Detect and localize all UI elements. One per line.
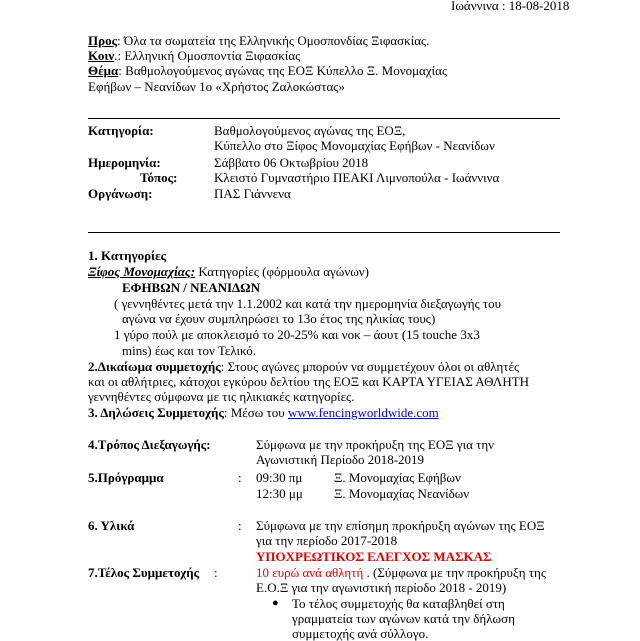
memo-subject-value: : Βαθμολογούμενος αγώνας της ΕΟΞ Κύπελλο Ξ. Μονομαχίας [118, 63, 448, 78]
section1-eligibility2: αγώνα να έχουν συμπληρώσει το 13ο έτος της ηλικίας τους) [122, 311, 436, 326]
section3-text: : Μέσω του [223, 405, 288, 420]
schedule-event-1: Ξ. Μονομαχίας Εφήβων [334, 470, 461, 485]
letter-date: Ιωάννινα : 18-08-2018 [451, 0, 570, 13]
info-org-label: Οργάνωση: [88, 186, 153, 201]
info-category-line2: Κύπελλο στο Ξίφος Μονομαχίας Εφήβων - Νεανίδων [214, 138, 495, 153]
fencingworldwide-link[interactable]: www.fencingworldwide.com [287, 405, 439, 420]
section7-bullet1: Το τέλος συμμετοχής θα καταβληθεί στη [292, 596, 505, 611]
section1-group: ΕΦΗΒΩΝ / ΝΕΑΝΙΔΩΝ [122, 280, 260, 295]
memo-subject-label: Θέμα [88, 63, 119, 78]
section1-weapon [88, 264, 369, 279]
section2-line1 [88, 359, 519, 374]
section1-format2: mins) έως και τον Τελικό. [122, 343, 257, 358]
bullet-dot-icon: ● [272, 597, 279, 609]
info-place-value: Κλειστό Γυμναστήριο ΠΕΑΚΙ Λιμνοπούλα - Ιωάννινα [214, 170, 500, 185]
section7-bullet2: γραμματεία των αγώνων κατά την δήλωση [292, 611, 515, 626]
section3-title: 3. Δηλώσεις Συμμετοχής [88, 405, 224, 420]
section6-title: 6. Υλικά [88, 518, 135, 533]
section7-fee-note2: Ε.Ο.Ξ για την αγωνιστική περίοδο 2018 - 2019) [256, 580, 507, 595]
section2-text3: γεννηθέντες σύμφωνα με τις ηλικιακές κατηγορίες. [88, 389, 355, 404]
divider-bottom [88, 232, 560, 233]
section1-weapon-text: Κατηγορίες (φόρμουλα αγώνων) [195, 264, 369, 279]
memo-subject-line2: Εφήβων – Νεανίδων 1ο «Χρήστος Ζαλοκώστας» [88, 79, 345, 94]
section4-text2: Αγωνιστική Περίοδο 2018-2019 [256, 452, 425, 467]
section5-colon: : [238, 470, 242, 485]
section7-colon: : [214, 565, 218, 580]
section1-eligibility1: ( γεννηθέντες μετά την 1.1.2002 και κατά την ημερομηνία διεξαγωγής του [114, 296, 502, 311]
memo-to-label: Προς [88, 33, 118, 48]
section7-bullet3: συμμετοχής ανά σύλλογο. [292, 626, 429, 641]
section1-title: 1. Κατηγορίες [88, 248, 167, 263]
section7-fee-note1: . (Σύμφωνα με την προκήρυξη της [363, 565, 546, 580]
info-date-value: Σάββατο 06 Οκτωβρίου 2018 [214, 155, 369, 170]
memo-cc-label: Κοιν [88, 48, 115, 63]
section7-fee-line [256, 565, 546, 580]
section7-title: 7.Τέλος Συμμετοχής [88, 565, 200, 580]
mask-check-warning: ΥΠΟΧΡΕΩΤΙΚΟΣ ΕΛΕΓΧΟΣ ΜΑΣΚΑΣ [256, 549, 492, 564]
section2-text1: : Στους αγώνες μπορούν να συμμετέχουν όλοι οι αθλητές [220, 359, 520, 374]
section2-title: 2.Δικαίωμα συμμετοχής [88, 359, 221, 374]
info-category-line1: Βαθμολογούμενος αγώνας της ΕΟΞ, [214, 123, 406, 138]
section3-line [88, 405, 439, 420]
section4-title: 4.Τρόπος Διεξαγωγής: [88, 437, 211, 452]
section6-colon: : [238, 518, 242, 533]
info-place-label: Τόπος: [140, 170, 178, 185]
schedule-time-2: 12:30 μμ [256, 486, 303, 501]
schedule-time-1: 09:30 πμ [256, 470, 303, 485]
section1-format1: 1 γύρο πούλ με αποκλεισμό το 20-25% και νοκ – άουτ (15 touche 3x3 [114, 327, 480, 342]
schedule-event-2: Ξ. Μονομαχίας Νεανίδων [334, 486, 470, 501]
memo-to [88, 33, 429, 48]
info-category-label: Κατηγορία: [88, 123, 154, 138]
divider-top [88, 118, 560, 119]
memo-cc [88, 48, 300, 63]
info-date-label: Ημερομηνία: [88, 155, 161, 170]
memo-to-value: : Όλα τα σωματεία της Ελληνικής Ομοσπονδίας Ξιφασκίας. [117, 33, 430, 48]
section6-text2: για την περίοδο 2017-2018 [256, 533, 398, 548]
section6-text1: Σύμφωνα με την επίσημη προκήρυξη αγώνων της ΕΟΞ [256, 518, 545, 533]
memo-subject [88, 63, 447, 78]
section4-text1: Σύμφωνα με την προκήρυξη της ΕΟΞ για την [256, 437, 495, 452]
section2-text2: και οι αθλήτριες, κάτοχοι εγκύρου δελτίου της ΕΟΞ και ΚΑΡΤΑ ΥΓΕΙΑΣ ΑΘΛΗΤΗ [88, 374, 530, 389]
section7-fee: 10 ευρώ ανά αθλητή [256, 565, 364, 580]
memo-cc-value: .: Ελληνική Ομοσποντία Ξιφασκίας [114, 48, 301, 63]
section5-title: 5.Πρόγραμμα [88, 470, 164, 485]
info-org-value: ΠΑΣ Γιάννενα [214, 186, 291, 201]
section1-weapon-label: Ξίφος Μονομαχίας: [88, 264, 196, 279]
